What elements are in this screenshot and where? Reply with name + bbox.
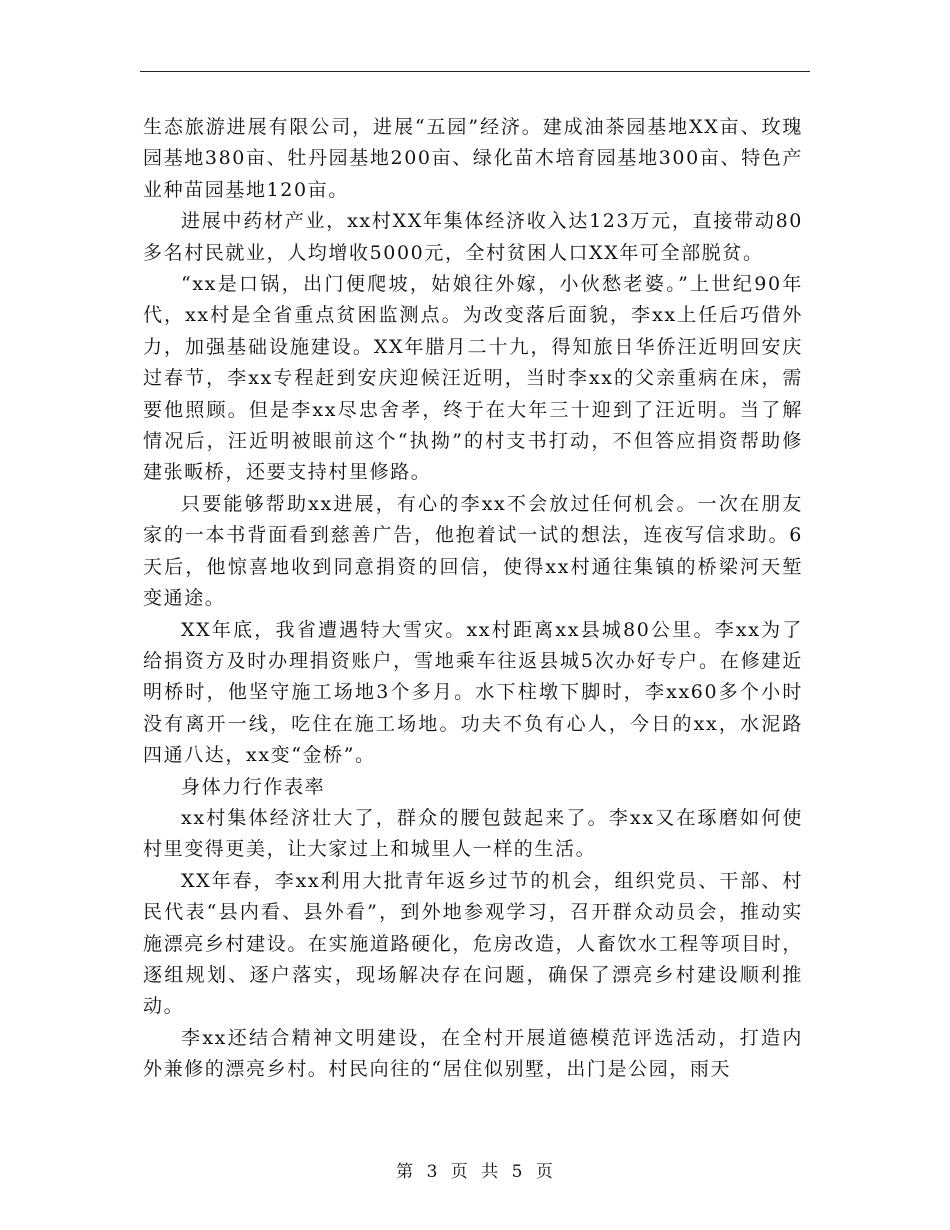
section-heading: 身体力行作表率 [181, 775, 326, 798]
footer-total-word: 共 [481, 1162, 500, 1182]
page-footer [0, 1157, 950, 1182]
footer-page-word: 页 [450, 1162, 469, 1182]
footer-prefix: 第 [396, 1162, 415, 1182]
body-text [143, 112, 803, 1086]
paragraph: 进展中药材产业，xx村XX年集体经济收入达123万元，直接带动80多名村民就业，人均增收5000元，全村贫困人口XX年可全部脱贫。 [143, 210, 803, 264]
footer-current-page: 3 [426, 1162, 439, 1182]
footer-total-pages: 5 [511, 1162, 524, 1182]
paragraph: 生态旅游进展有限公司，进展“五园”经济。建成油茶园基地XX亩、玫瑰园基地380亩、牡丹园基地200亩、绿化苗木培育园基地300亩、特色产业种苗园基地120亩。 [143, 116, 803, 201]
paragraph: xx村集体经济壮大了，群众的腰包鼓起来了。李xx又在琢磨如何使村里变得更美，让大家过上和城里人一样的生活。 [143, 806, 803, 861]
paragraph: “xx是口锅，出门便爬坡，姑娘往外嫁，小伙愁老婆。”上世纪90年代，xx村是全省重点贫困监测点。为改变落后面貌，李xx上任后巧借外力，加强基础设施建设。XX年腊月二十九，得知旅日华侨汪近明回安庆过春节，李xx专程赶到安庆迎候汪近明，当时李xx的父亲重病在床，需要他照顾。但是李xx尽忠舍孝，终于在大年三十迎到了汪近明。当了解情况后，汪近明被眼前这个“执拗”的村支书打动，不但答应捐资帮助修建张畈桥，还要支持村里修路。 [143, 273, 803, 484]
footer-suffix: 页 [535, 1162, 554, 1182]
paragraph: XX年底，我省遭遇特大雪灾。xx村距离xx县城80公里。李xx为了给捐资方及时办理捐资账户，雪地乘车往返县城5次办好专户。在修建近明桥时，他坚守施工场地3个多月。水下柱墩下脚时，李xx60多个小时没有离开一线，吃住在施工场地。功夫不负有心人，今日的xx，水泥路四通八达，xx变“金桥”。 [143, 618, 803, 767]
header-rule [140, 71, 810, 72]
paragraph: 只要能够帮助xx进展，有心的李xx不会放过任何机会。一次在朋友家的一本书背面看到慈善广告，他抱着试一试的想法，连夜写信求助。6天后，他惊喜地收到同意捐资的回信，使得xx村通往集镇的桥梁河天堑变通途。 [143, 492, 803, 610]
paragraph: XX年春，李xx利用大批青年返乡过节的机会，组织党员、干部、村民代表“县内看、县外看”，到外地参观学习，召开群众动员会，推动实施漂亮乡村建设。在实施道路硬化，危房改造，人畜饮水工程等项目时，逐组规划、逐户落实，现场解决存在问题，确保了漂亮乡村建设顺利推动。 [143, 869, 803, 1018]
paragraph: 李xx还结合精神文明建设，在全村开展道德模范评选活动，打造内外兼修的漂亮乡村。村民向往的“居住似别墅，出门是公园，雨天 [143, 1026, 803, 1081]
